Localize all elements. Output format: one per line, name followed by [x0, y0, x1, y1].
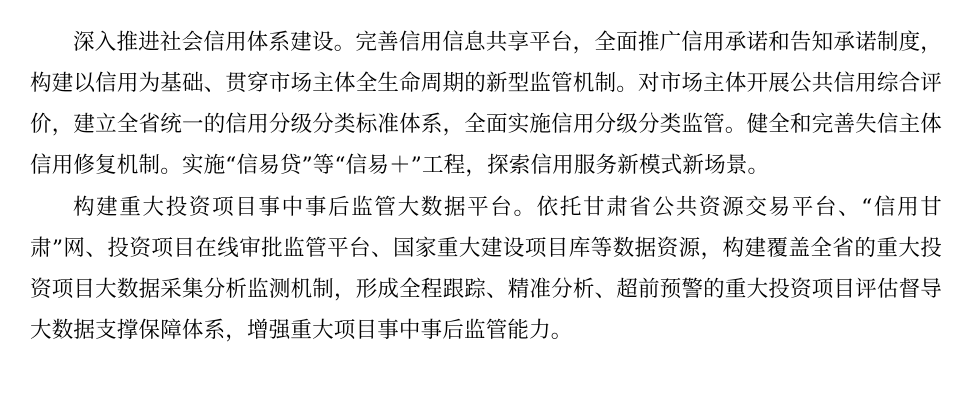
- paragraph-big-data-platform: 构建重大投资项目事中事后监管大数据平台。依托甘肃省公共资源交易平台、“信用甘肃”网、投资项目在线审批监管平台、国家重大建设项目库等数据资源，构建覆盖全省的重大投资项目大数据采集分析监测机制，形成全程跟踪、精准分析、超前预警的重大投资项目评估督导大数据支撑保障体系，增强重大项目事中事后监管能力。: [30, 195, 942, 343]
- paragraph-credit-system: 深入推进社会信用体系建设。完善信用信息共享平台，全面推广信用承诺和告知承诺制度，构建以信用为基础、贯穿市场主体全生命周期的新型监管机制。对市场主体开展公共信用综合评价，建立全省统一的信用分级分类标准体系，全面实施信用分级分类监管。健全和完善失信主体信用修复机制。实施“信易贷”等“信易＋”工程，探索信用服务新模式新场景。: [30, 30, 942, 178]
- document-body: [30, 22, 942, 351]
